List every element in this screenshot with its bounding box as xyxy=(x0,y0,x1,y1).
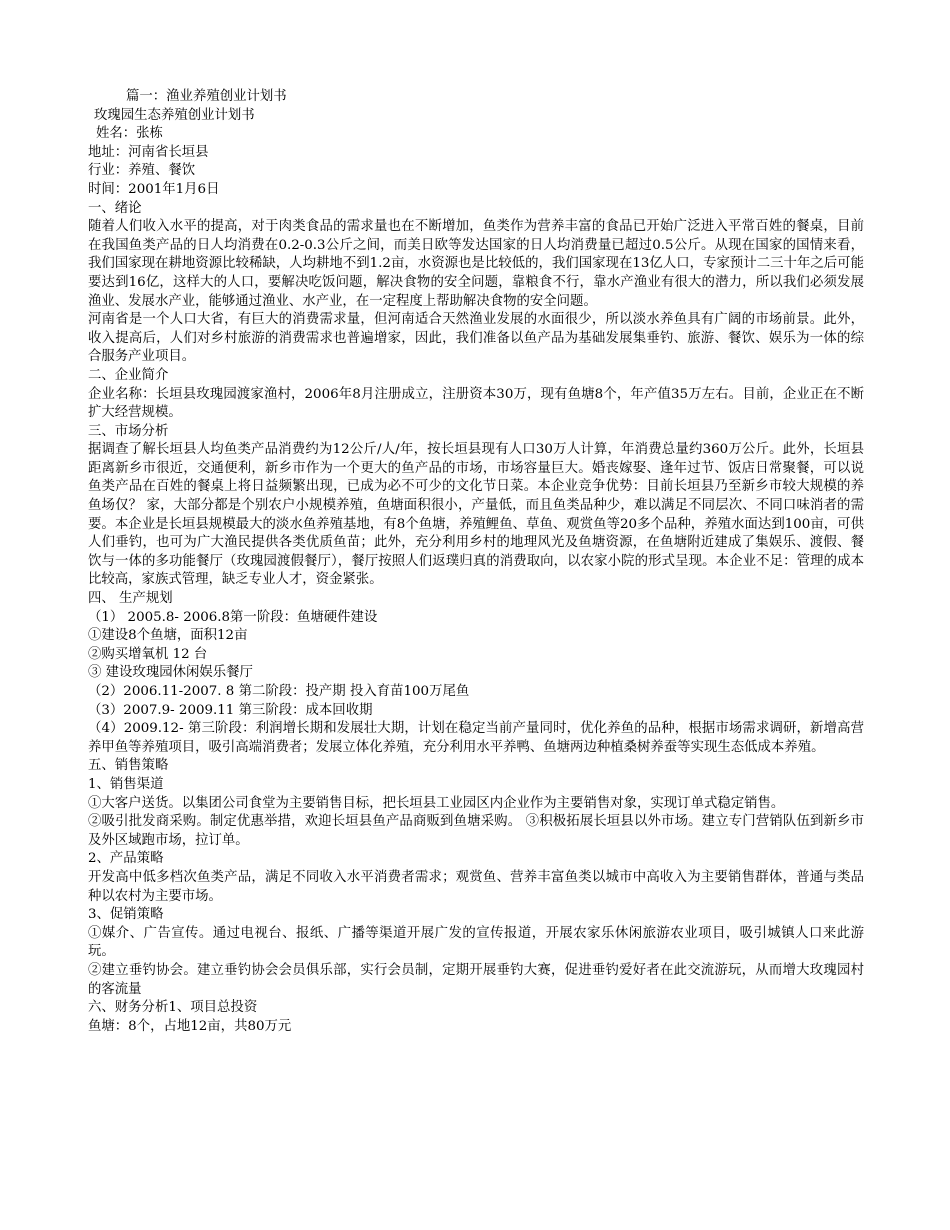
body-paragraph: 企业名称：长垣县玫瑰园渡家渔村，2006年8月注册成立，注册资本30万，现有鱼塘8个，年产值35万左右。目前，企业正在不断扩大经营规模。 xyxy=(88,386,864,421)
body-paragraph: ②吸引批发商采购。制定优惠举措，欢迎长垣县鱼产品商贩到鱼塘采购。 ③积极拓展长垣县以外市场。建立专门营销队伍到新乡市及外区域跑市场，拉订单。 xyxy=(88,814,864,848)
plan-phase-item: （3）2007.9- 2009.11 第三阶段：成本回收期 xyxy=(88,702,373,718)
section-heading-market: 三、市场分析 xyxy=(88,423,169,439)
body-paragraph: 开发高中低多档次鱼类产品，满足不同收入水平消费者需求；观赏鱼、营养丰富鱼类以城市中高收入为主要销售群体，普通与类品种以农村为主要市场。 xyxy=(88,869,864,904)
author-name: 姓名：张栋 xyxy=(96,126,163,142)
body-paragraph: 河南省是一个人口大省，有巨大的消费需求量，但河南适合天然渔业发展的水面很少，所以淡水养鱼具有广阔的市场前景。此外，收入提高后，人们对乡村旅游的消费需求也普遍增家，因此，我们准备以鱼产品为基础发展集垂钓、旅游、餐饮、娱乐为一体的综合服务产业项目。 xyxy=(88,312,864,365)
plan-list-item: ②购买增氧机 12 台 xyxy=(88,646,208,662)
section-heading-production: 四、 生产规划 xyxy=(88,591,173,607)
body-paragraph: ①媒介、广告宣传。通过电视台、报纸、广播等渠道开展广发的宣传报道，开展农家乐休闲旅游农业项目，吸引城镇人口来此游玩。 xyxy=(88,925,864,960)
body-paragraph: 鱼塘：8个，占地12亩，共80万元 xyxy=(88,1018,292,1034)
plan-phase-item: （2）2006.11-2007. 8 第二阶段：投产期 投入育苗100万尾鱼 xyxy=(88,684,470,699)
body-paragraph: 据调查了解长垣县人均鱼类产品消费约为12公斤/人/年，按长垣县现有人口30万人计算，年消费总量约360万公斤。此外，长垣县距离新乡市很近，交通便利，新乡市作为一个更大的鱼产品的市场，市场容量巨大。婚丧嫁娶、逢年过节、饭店日常聚餐，可以说鱼类产品在百姓的餐桌上将日益频繁出现，已成为必不可少的文化节日菜。本企业竞争优势：目前长垣县乃至新乡市较大规模的养鱼场仅？ 家，大部分都是个别农户小规模养殖，鱼塘面积很小，产量低，而且鱼类品种少，难以满足不同层次、不同口味消者的需要。本企业是长垣县规模最大的淡水鱼养殖基地，有8个鱼塘，养殖鲤鱼、草鱼、观赏鱼等20多个品种，养殖水面达到100亩，可供人们垂钓，也可为广大渔民提供各类优质鱼苗；此外，充分利用乡村的地理风光及鱼塘资源，在鱼塘附近建成了集娱乐、渡假、餐饮与一体的多功能餐厅（玫瑰园渡假餐厅），餐厅按照人们返璞归真的消费取向，以农家小院的形式呈现。本企业不足：管理的成本比较高，家族式管理，缺乏专业人才，资金紧张。 xyxy=(88,442,864,588)
plan-title: 玫瑰园生态养殖创业计划书 xyxy=(94,107,255,123)
plan-phase-item: （1） 2005.8- 2006.8第一阶段：鱼塘硬件建设 xyxy=(88,609,378,625)
subsection-heading: 3、促销策略 xyxy=(88,907,164,923)
body-paragraph: ①大客户送货。以集团公司食堂为主要销售目标，把长垣县工业园区内企业作为主要销售对象，实现订单式稳定销售。 xyxy=(88,795,785,811)
body-paragraph: ②建立垂钓协会。建立垂钓协会会员俱乐部，实行会员制，定期开展垂钓大赛，促进垂钓爱好者在此交流游玩，从而增大玫瑰园村的客流量 xyxy=(88,962,864,997)
section-heading-intro: 一、绪论 xyxy=(88,200,142,216)
section-heading-sales: 五、销售策略 xyxy=(88,758,169,774)
industry-line: 行业：养殖、餐饮 xyxy=(88,163,196,179)
plan-list-item: ①建设8个鱼塘，面积12亩 xyxy=(88,628,248,644)
section-heading-finance: 六、财务分析1、项目总投资 xyxy=(88,1000,258,1016)
plan-phase-item: （4）2009.12- 第三阶段：利润增长期和发展壮大期，计划在稳定当前产量同时，优化养鱼的品种，根据市场需求调研，新增高营养甲鱼等养殖项目，吸引高端消费者；发展立体化养殖，充分利用水平养鸭、鱼塘两边种植桑树养蚕等实现生态低成本养殖。 xyxy=(88,721,864,755)
address-line: 地址：河南省长垣县 xyxy=(88,144,209,160)
subsection-heading: 2、产品策略 xyxy=(88,851,164,867)
article-heading: 篇一：渔业养殖创业计划书 xyxy=(126,89,287,104)
date-line: 时间：2001年1月6日 xyxy=(88,181,220,197)
plan-list-item: ③ 建设玫瑰园休闲娱乐餐厅 xyxy=(88,665,253,681)
body-paragraph: 随着人们收入水平的提高，对于肉类食品的需求量也在不断增加，鱼类作为营养丰富的食品已开始广泛进入平常百姓的餐桌，目前在我国鱼类产品的日人均消费在0.2-0.3公斤之间，而美日欧等发达国家的日人均消费量已超过0.5公斤。从现在国家的国情来看，我们国家现在耕地资源比较稀缺，人均耕地不到1.2亩，水资源也是比较低的，我们国家现在13亿人口，专家预计二三十年之后可能要达到16亿，这样大的人口，要解决吃饭问题，解决食物的安全问题，靠粮食不行，靠水产渔业有很大的潜力，所以我们必须发展渔业、发展水产业，能够通过渔业、水产业，在一定程度上帮助解决食物的安全问题。 xyxy=(88,219,864,309)
subsection-heading: 1、销售渠道 xyxy=(88,776,164,792)
section-heading-company: 二、企业简介 xyxy=(88,367,169,383)
document-body xyxy=(88,88,864,1036)
